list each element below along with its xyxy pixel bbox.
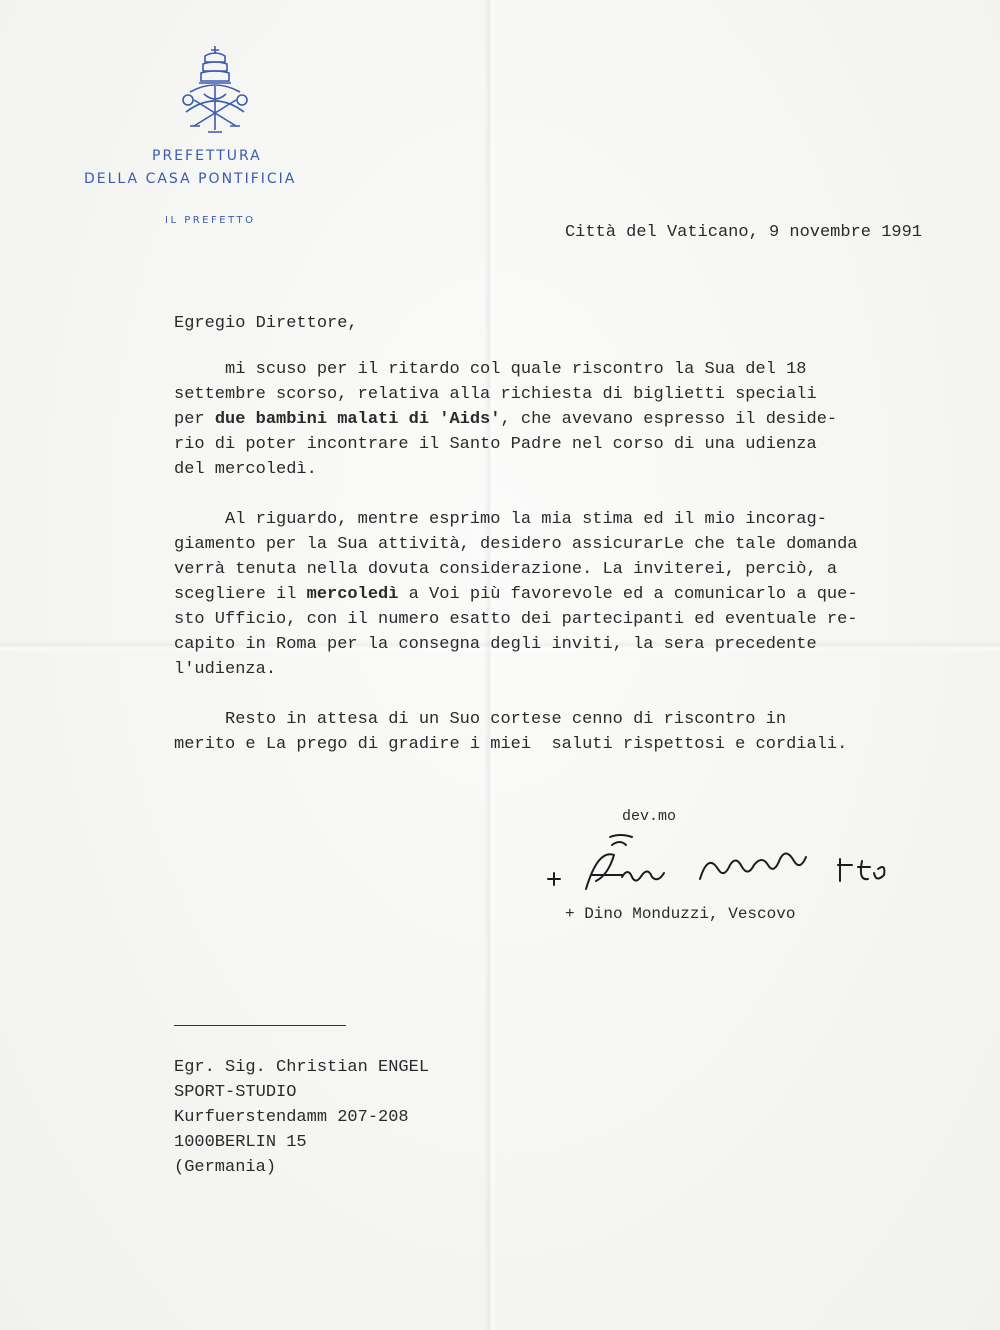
body-line: del mercoledì. xyxy=(174,460,317,479)
body-line: mi scuso per il ritardo col quale riscontro la Sua del 18 xyxy=(174,360,807,379)
addressee-line: SPORT-STUDIO xyxy=(174,1083,297,1102)
letterhead-casa-pontificia: DELLA CASA PONTIFICIA xyxy=(84,171,297,187)
paragraph-gap xyxy=(174,682,894,707)
divider-line xyxy=(174,1025,346,1026)
papal-coat-of-arms-icon xyxy=(172,42,258,138)
date-line: Città del Vaticano, 9 novembre 1991 xyxy=(564,223,922,242)
letter-body xyxy=(174,357,894,757)
body-text: per xyxy=(174,410,215,429)
letterhead-il-prefetto: IL PREFETTO xyxy=(165,215,256,226)
addressee-line: Egr. Sig. Christian ENGEL xyxy=(174,1058,430,1077)
body-line: giamento per la Sua attività, desidero assicurarLe che tale domanda xyxy=(174,535,858,554)
handwritten-signature xyxy=(540,815,920,895)
addressee-line: Kurfuerstendamm 207-208 xyxy=(174,1108,409,1127)
body-line: rio di poter incontrare il Santo Padre nel corso di una udienza xyxy=(174,435,817,454)
body-line: l'udienza. xyxy=(174,660,277,679)
letterhead-prefettura: PREFETTURA xyxy=(152,148,262,164)
addressee-line: (Germania) xyxy=(174,1158,277,1177)
body-line xyxy=(174,407,894,432)
body-line: verrà tenuta nella dovuta considerazione. La inviterei, perciò, a xyxy=(174,560,838,579)
body-line: Resto in attesa di un Suo cortese cenno di riscontro in xyxy=(174,710,787,729)
body-line: Al riguardo, mentre esprimo la mia stima ed il mio incorag- xyxy=(174,510,827,529)
addressee-line: 1000BERLIN 15 xyxy=(174,1133,307,1152)
body-line: sto Ufficio, con il numero esatto dei partecipanti ed eventuale re- xyxy=(174,610,858,629)
body-line: settembre scorso, relativa alla richiesta di biglietti speciali xyxy=(174,385,817,404)
addressee-block xyxy=(174,1055,429,1180)
closing-dev-mo: dev.mo xyxy=(622,808,677,825)
salutation: Egregio Direttore, xyxy=(174,314,358,333)
bold-word: mercoledì xyxy=(306,585,399,604)
bold-phrase: due bambini malati di 'Aids' xyxy=(214,410,501,429)
body-text: a Voi più favorevole ed a comunicarlo a que- xyxy=(398,585,858,604)
body-text: , che avevano espresso il deside- xyxy=(500,410,838,429)
body-line: capito in Roma per la consegna degli inviti, la sera precedente xyxy=(174,635,817,654)
paragraph-gap xyxy=(174,482,894,507)
body-line xyxy=(174,582,894,607)
body-text: scegliere il xyxy=(174,585,307,604)
body-line: merito e La prego di gradire i miei saluti rispettosi e cordiali. xyxy=(174,735,848,754)
signer-name: + Dino Monduzzi, Vescovo xyxy=(565,905,796,923)
